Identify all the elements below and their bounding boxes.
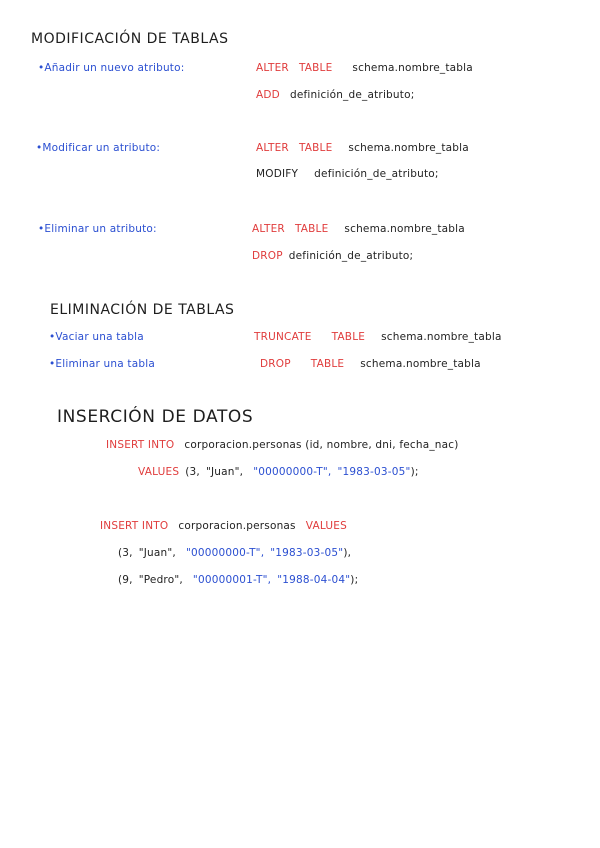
- value-dni: "00000000-T",: [185, 547, 265, 559]
- keyword-truncate: TRUNCATE: [254, 331, 312, 343]
- sql-row-2: [118, 574, 358, 586]
- paren-open: (3,: [185, 466, 200, 478]
- keyword-table: TABLE: [298, 62, 333, 74]
- value-date: "1983-03-05": [337, 466, 411, 478]
- sql-line-truncate: [254, 331, 502, 343]
- keyword-table: TABLE: [294, 223, 329, 235]
- sql-line-add: [256, 89, 414, 101]
- keyword-values: VALUES: [138, 466, 180, 478]
- value-name: "Juan",: [205, 466, 244, 478]
- bullet-vaciar-tabla: •Vaciar una tabla: [49, 331, 144, 343]
- sql-line-alter-2: [256, 142, 469, 154]
- sql-line-alter-3: [252, 223, 465, 235]
- value-date: "1988-04-04": [277, 574, 351, 586]
- value-dni: "00000000-T",: [253, 466, 332, 478]
- keyword-modify: MODIFY: [256, 168, 299, 180]
- sql-line-drop-table: [260, 358, 481, 370]
- bullet-anadir-atributo: •Añadir un nuevo atributo:: [38, 62, 185, 74]
- keyword-alter: ALTER: [256, 142, 289, 154]
- sql-row-1: [118, 547, 351, 559]
- section-title-eliminacion: ELIMINACIÓN DE TABLAS: [50, 302, 235, 318]
- keyword-alter: ALTER: [256, 62, 289, 74]
- sql-line-alter-1: [256, 62, 473, 74]
- value-name: "Pedro",: [138, 574, 183, 586]
- keyword-values: VALUES: [305, 520, 347, 532]
- keyword-add: ADD: [256, 89, 280, 101]
- keyword-alter: ALTER: [252, 223, 285, 235]
- sql-definition: definición_de_atributo;: [314, 168, 439, 180]
- sql-definition: definición_de_atributo;: [288, 250, 414, 262]
- sql-target-columns: corporacion.personas (id, nombre, dni, fecha_nac): [184, 439, 459, 451]
- keyword-drop: DROP: [260, 358, 291, 370]
- sql-line-modify: [256, 168, 439, 180]
- sql-line-insert-1: [106, 439, 459, 451]
- sql-target: schema.nombre_tabla: [352, 62, 473, 74]
- keyword-drop: DROP: [252, 250, 283, 262]
- sql-target: schema.nombre_tabla: [348, 142, 469, 154]
- keyword-table: TABLE: [310, 358, 345, 370]
- section-title-modificacion: MODIFICACIÓN DE TABLAS: [31, 31, 229, 47]
- keyword-insert-into: INSERT INTO: [100, 520, 169, 532]
- sql-target: corporacion.personas: [178, 520, 296, 532]
- bullet-eliminar-atributo: •Eliminar un atributo:: [38, 223, 157, 235]
- section-title-insercion: INSERCIÓN DE DATOS: [57, 407, 254, 427]
- sql-target: schema.nombre_tabla: [360, 358, 481, 370]
- keyword-insert-into: INSERT INTO: [106, 439, 175, 451]
- sql-line-values-1: [138, 466, 419, 478]
- bullet-modificar-atributo: •Modificar un atributo:: [36, 142, 161, 154]
- paren-close: ),: [343, 547, 352, 559]
- value-name: "Juan",: [138, 547, 176, 559]
- keyword-table: TABLE: [298, 142, 333, 154]
- sql-target: schema.nombre_tabla: [381, 331, 502, 343]
- bullet-eliminar-tabla: •Eliminar una tabla: [49, 358, 156, 370]
- sql-line-drop: [252, 250, 413, 262]
- sql-definition: definición_de_atributo;: [289, 89, 415, 101]
- value-dni: "00000001-T",: [192, 574, 272, 586]
- paren-open: (3,: [118, 547, 133, 559]
- paren-close: );: [350, 574, 359, 586]
- keyword-table: TABLE: [331, 331, 366, 343]
- sql-line-insert-2: [100, 520, 347, 532]
- paren-close: );: [410, 466, 419, 478]
- sql-target: schema.nombre_tabla: [344, 223, 465, 235]
- paren-open: (9,: [118, 574, 133, 586]
- value-date: "1983-03-05": [270, 547, 344, 559]
